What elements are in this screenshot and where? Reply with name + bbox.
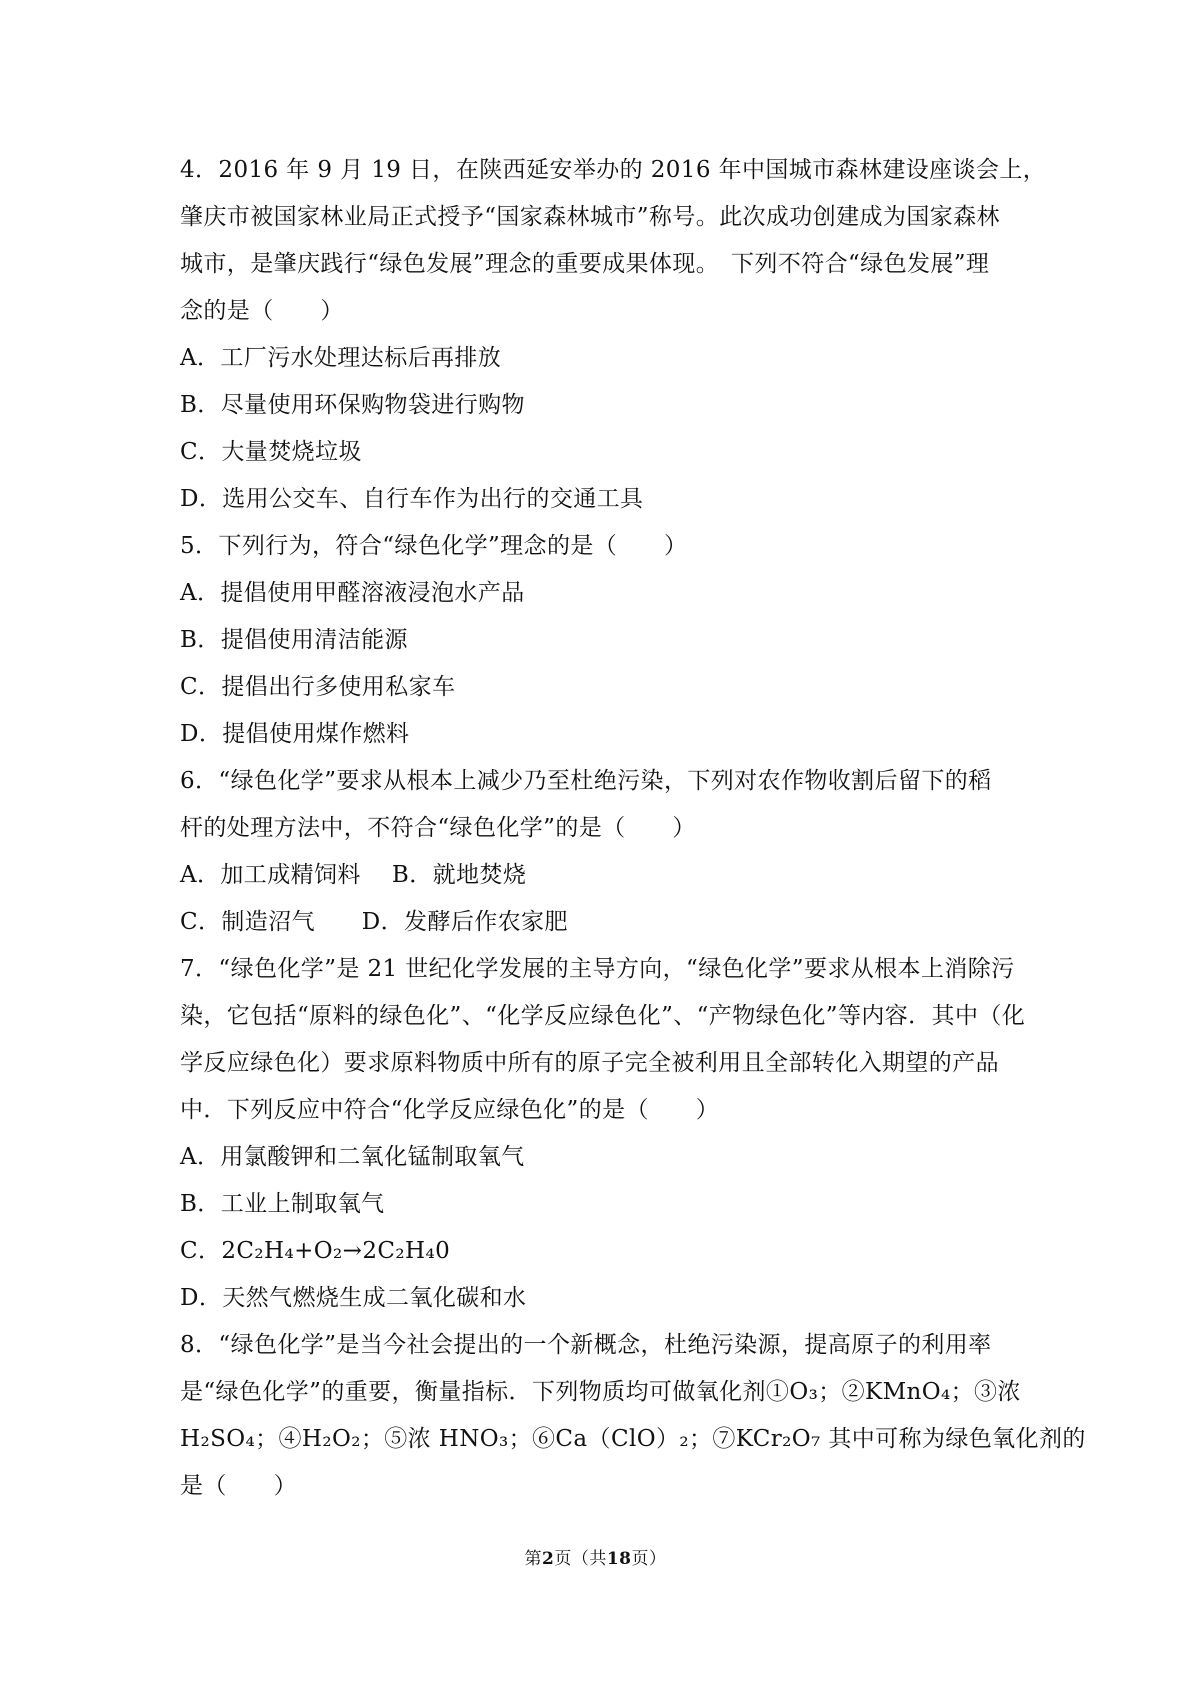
text-line: 念的是（ ） xyxy=(180,298,344,324)
text-line: 肇庆市被国家林业局正式授予“国家森林城市”称号。此次成功创建成为国家森林 xyxy=(180,204,1000,230)
text-line: 染，它包括“原料的绿色化”、“化学反应绿色化”、“产物绿色化”等内容．其中（化 xyxy=(180,1003,1026,1029)
option-line: C．2C₂H₄+O₂→2C₂H₄0 xyxy=(180,1238,451,1264)
option-line: A．用氯酸钾和二氧化锰制取氧气 xyxy=(180,1144,525,1170)
text-line: 5．下列行为，符合“绿色化学”理念的是（ ） xyxy=(180,533,688,559)
footer-middle: 页（共 xyxy=(554,1549,607,1569)
option-line: B．尽量使用环保购物袋进行购物 xyxy=(180,392,525,418)
total-pages: 18 xyxy=(606,1549,632,1569)
option-line: C．提倡出行多使用私家车 xyxy=(180,674,456,700)
text-line: 4．2016 年 9 月 19 日，在陕西延安举办的 2016 年中国城市森林建设座谈会上， xyxy=(180,157,1047,183)
footer-prefix: 第 xyxy=(524,1549,542,1569)
option-line: A．工厂污水处理达标后再排放 xyxy=(180,345,502,371)
page-footer xyxy=(0,1544,1191,1569)
text-line: 城市，是肇庆践行“绿色发展”理念的重要成果体现。 下列不符合“绿色发展”理 xyxy=(180,251,990,277)
question-text xyxy=(180,147,1086,1510)
text-line: 杆的处理方法中，不符合“绿色化学”的是（ ） xyxy=(180,815,696,841)
text-line: 中．下列反应中符合“化学反应绿色化”的是（ ） xyxy=(180,1097,720,1123)
option-line: D．提倡使用煤作燃料 xyxy=(180,721,410,747)
text-line: 是（ ） xyxy=(180,1473,297,1499)
text-line: 7．“绿色化学”是 21 世纪化学发展的主导方向，“绿色化学”要求从根本上消除污 xyxy=(180,956,1015,982)
footer-suffix: 页） xyxy=(631,1549,667,1569)
option-line: B．提倡使用清洁能源 xyxy=(180,627,408,653)
option-line: A．提倡使用甲醛溶液浸泡水产品 xyxy=(180,580,525,606)
option-line: D．选用公交车、自行车作为出行的交通工具 xyxy=(180,486,644,512)
option-line: D．天然气燃烧生成二氧化碳和水 xyxy=(180,1285,527,1311)
text-line: 是“绿色化学”的重要，衡量指标．下列物质均可做氧化剂①O₃；②KMnO₄；③浓 xyxy=(180,1379,1021,1405)
text-line: 学反应绿色化）要求原料物质中所有的原子完全被利用且全部转化入期望的产品 xyxy=(180,1050,999,1076)
option-line: B．工业上制取氧气 xyxy=(180,1191,385,1217)
option-line: C．大量焚烧垃圾 xyxy=(180,439,362,465)
text-line: 8．“绿色化学”是当今社会提出的一个新概念，杜绝污染源，提高原子的利用率 xyxy=(180,1332,992,1358)
text-line: H₂SO₄；④H₂O₂；⑤浓 HNO₃；⑥Ca（ClO）₂；⑦KCr₂O₇ 其中可称为绿色氧化剂的 xyxy=(180,1426,1086,1452)
option-line: A．加工成精饲料 B．就地焚烧 xyxy=(180,862,527,888)
option-line: C．制造沼气 D．发酵后作农家肥 xyxy=(180,909,568,935)
page-number: 2 xyxy=(541,1549,555,1569)
text-line: 6．“绿色化学”要求从根本上减少乃至杜绝污染，下列对农作物收割后留下的稻 xyxy=(180,768,992,794)
